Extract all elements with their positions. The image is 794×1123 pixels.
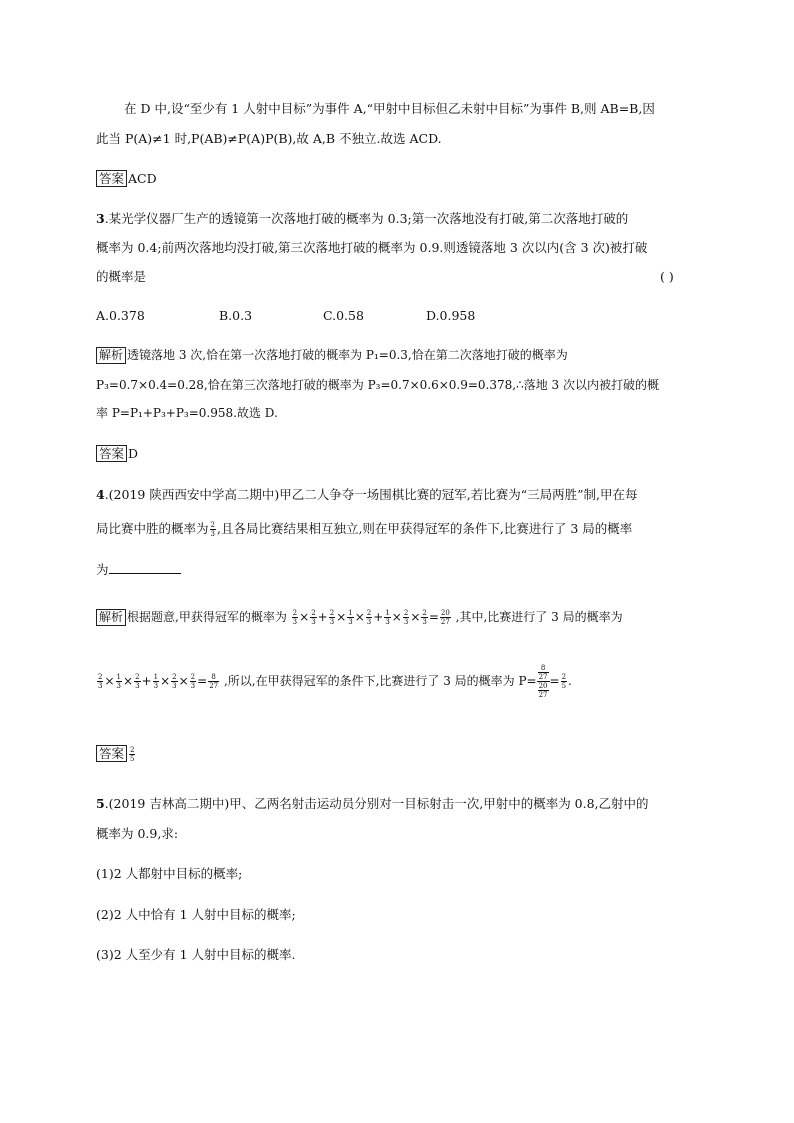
q3-stem-line-3: 的概率是	[96, 269, 147, 284]
q3-stem-line-2: 概率为 0.4;前两次落地均没打破,第三次落地打破的概率为 0.9.则透镜落地 3 次以内(含 3 次)被打破	[96, 240, 648, 255]
q3-stem-text-1: .某光学仪器厂生产的透镜第一次落地打破的概率为 0.3;第一次落地没有打破,第二次落地打破的	[104, 211, 629, 226]
q4-stem-line-2	[96, 521, 632, 538]
q4-stem-text-3: 为	[96, 562, 109, 577]
q3-option-a: A.0.378	[96, 308, 145, 323]
answer-value: ACD	[128, 171, 157, 186]
q2-analysis-line-1: 在 D 中,设“至少有 1 人射中目标”为事件 A,“甲射中目标但乙未射中目标”为事件 B,则 AB=B,因	[124, 101, 655, 116]
analysis-tag: 解析	[96, 609, 126, 626]
question-number: 3	[96, 211, 105, 226]
analysis-tag: 解析	[96, 347, 126, 364]
answer-value: D	[128, 446, 139, 461]
q4-analysis-text-1: 根据题意,甲获得冠军的概率为	[127, 610, 287, 624]
question-number: 5	[96, 796, 105, 811]
q3-option-d: D.0.958	[426, 308, 476, 323]
q4-answer	[96, 745, 136, 763]
fraction-2-5: $\frac{2}{5}$	[561, 673, 567, 690]
answer-tag: 答案	[96, 170, 127, 187]
answer-blank	[109, 561, 181, 574]
q3-answer	[96, 445, 138, 462]
q5-part-2: (2)2 人中恰有 1 人射中目标的概率;	[96, 907, 296, 922]
q4-stem-line-1	[96, 487, 637, 503]
q4-stem-line-3	[96, 561, 181, 578]
q3-option-c: C.0.58	[323, 308, 364, 323]
q3-analysis-line-2: P₃=0.7×0.4=0.28,恰在第三次落地打破的概率为 P₃=0.7×0.6×0.9=0.378,∴落地 3 次以内被打破的概	[96, 378, 659, 392]
q3-stem-line-1	[96, 211, 628, 227]
q4-stem-text-2b: ,且各局比赛结果相互独立,则在甲获得冠军的条件下,比赛进行了 3 局的概率	[216, 521, 633, 536]
q5-stem-line-1	[96, 796, 649, 812]
q4-analysis-line-1	[96, 609, 623, 626]
q4-stem-text-1: .(2019 陕西西安中学高二期中)甲乙二人争夺一场围棋比赛的冠军,若比赛为“三局两胜”制,甲在每	[104, 487, 638, 502]
formula-three-games: $\frac{2}{3}$ × $\frac{1}{3}$ × $\frac{2}{3}$ + $\frac{1}{3}$ × $\frac{2}{3}$ × $\frac{2}{3}$ = $\frac{8}{27}$	[98, 673, 219, 690]
q3-analysis-line-1	[96, 347, 568, 364]
q5-stem-text-1: .(2019 吉林高二期中)甲、乙两名射击运动员分别对一目标射击一次,甲射中的概率为 0.8,乙射中的	[104, 796, 649, 811]
answer-tag: 答案	[96, 445, 127, 462]
q4-analysis-text-3: ,所以,在甲获得冠军的条件下,比赛进行了 3 局的概率为 P=	[223, 674, 537, 688]
fraction-2-3: $\frac{2}{3}$	[210, 521, 215, 538]
q5-part-1: (1)2 人都射中目标的概率;	[96, 866, 243, 881]
q5-stem-line-2: 概率为 0.9,求:	[96, 826, 179, 841]
q2-answer	[96, 170, 157, 187]
formula-win-prob: $\frac{2}{3}$ × $\frac{2}{3}$ + $\frac{2}{3}$ × $\frac{1}{3}$ × $\frac{2}{3}$ + $\frac{1}{3}$ × $\frac{2}{3}$ × $\frac{2}{3}$ = $\frac{20}{27}$	[292, 609, 450, 626]
q5-part-3: (3)2 人至少有 1 人射中目标的概率.	[96, 947, 296, 962]
q3-option-b: B.0.3	[219, 308, 253, 323]
fraction-nested: $\frac{\frac{8}{27}}{\frac{20}{27}}$	[538, 664, 548, 699]
q2-analysis-line-2: 此当 P(A)≠1 时,P(AB)≠P(A)P(B),故 A,B 不独立.故选 ACD.	[96, 131, 442, 146]
question-number: 4	[96, 487, 105, 502]
answer-tag: 答案	[96, 745, 127, 762]
answer-fraction-2-5: $\frac{2}{5}$	[130, 746, 135, 763]
q4-stem-text-2a: 局比赛中胜的概率为	[96, 521, 209, 536]
q3-analysis-line-3: 率 P=P₁+P₃+P₃=0.958.故选 D.	[96, 406, 278, 420]
q3-paren: ( )	[660, 269, 674, 284]
q4-analysis-line-2: $\frac{2}{3}$ × $\frac{1}{3}$ × $\frac{2}{3}$ + $\frac{1}{3}$ × $\frac{2}{3}$ × $\frac{2}{3}$ = $\frac{8}{27}$ ,所以,在甲获得冠军的条件下,比赛进行了 3 局的概率为 P= $\frac{\frac{8}{27}}{\frac{20}{27}}$ = $\frac{2}{5}$ .	[98, 664, 572, 699]
q3-analysis-text-1: 透镜落地 3 次,恰在第一次落地打破的概率为 P₁=0.3,恰在第二次落地打破的概率为	[127, 348, 568, 362]
q4-analysis-text-2: ,其中,比赛进行了 3 局的概率为	[455, 610, 623, 624]
